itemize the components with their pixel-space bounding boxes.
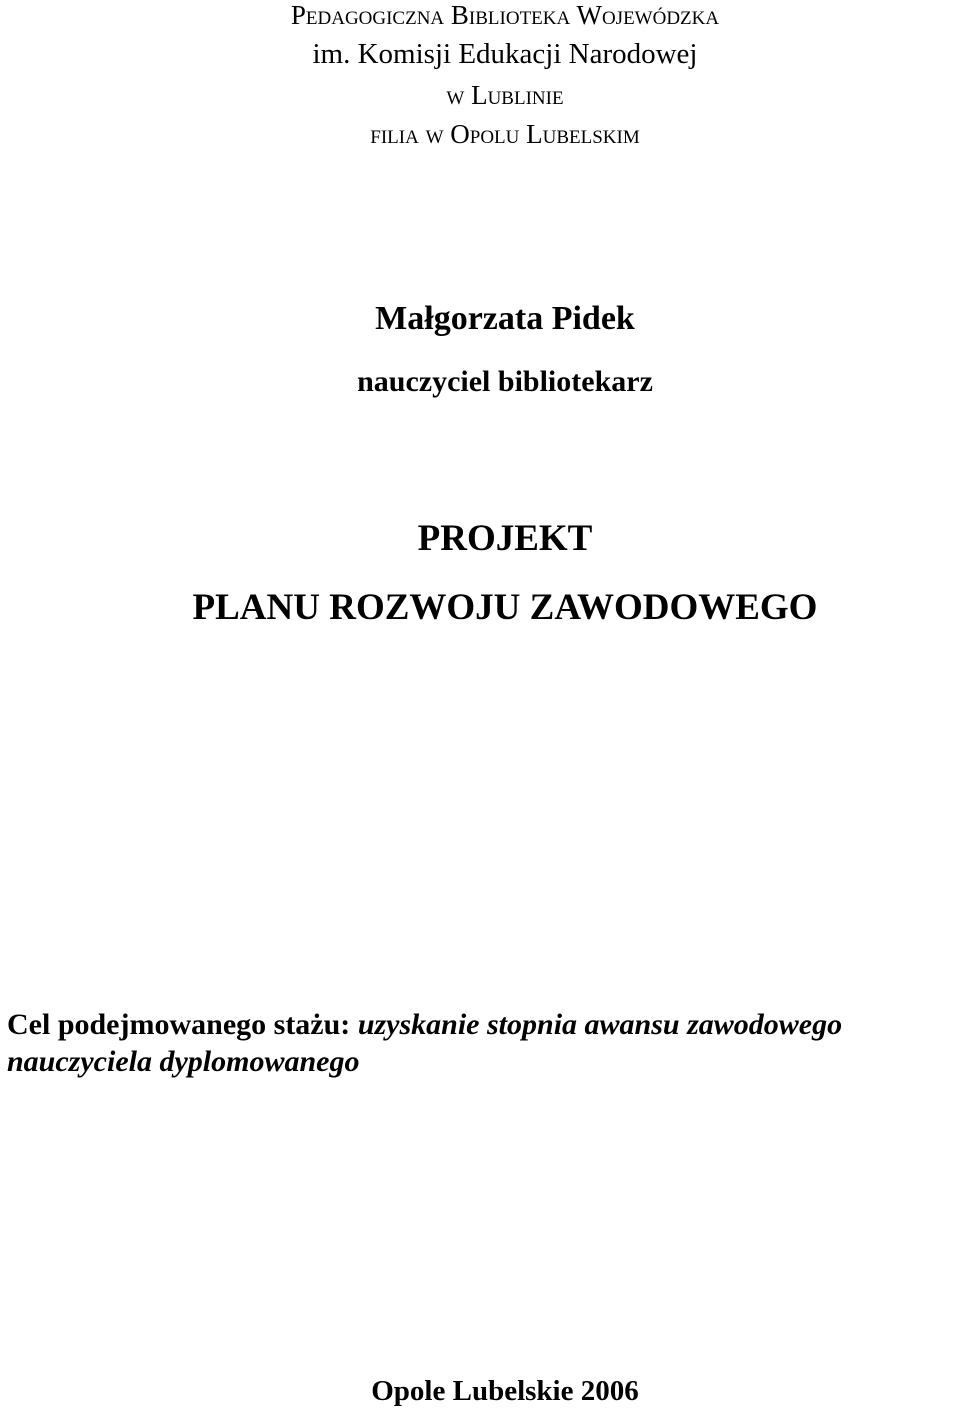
institution-name: Pedagogiczna Biblioteka Wojewódzka: [290, 0, 720, 30]
goal-text-part-2: nauczyciela dyplomowanego: [7, 1045, 360, 1078]
document-title-line-2: PLANU ROZWOJU ZAWODOWEGO: [192, 587, 818, 628]
author-role: nauczyciel bibliotekarz: [357, 365, 653, 398]
goal-label: Cel podejmowanego stażu:: [7, 1008, 358, 1041]
institution-patron: im. Komisji Edukacji Narodowej: [312, 38, 698, 70]
author-name: Małgorzata Pidek: [375, 300, 635, 337]
place-and-date: Opole Lubelskie 2006: [371, 1375, 639, 1407]
document-title-line-1: PROJEKT: [417, 518, 593, 559]
goal-statement: [7, 1010, 957, 1040]
institution-city: w Lublinie: [446, 80, 564, 110]
goal-text-part-1: uzyskanie stopnia awansu zawodowego: [357, 1008, 843, 1041]
institution-branch: filia w Opolu Lubelskim: [370, 119, 640, 149]
